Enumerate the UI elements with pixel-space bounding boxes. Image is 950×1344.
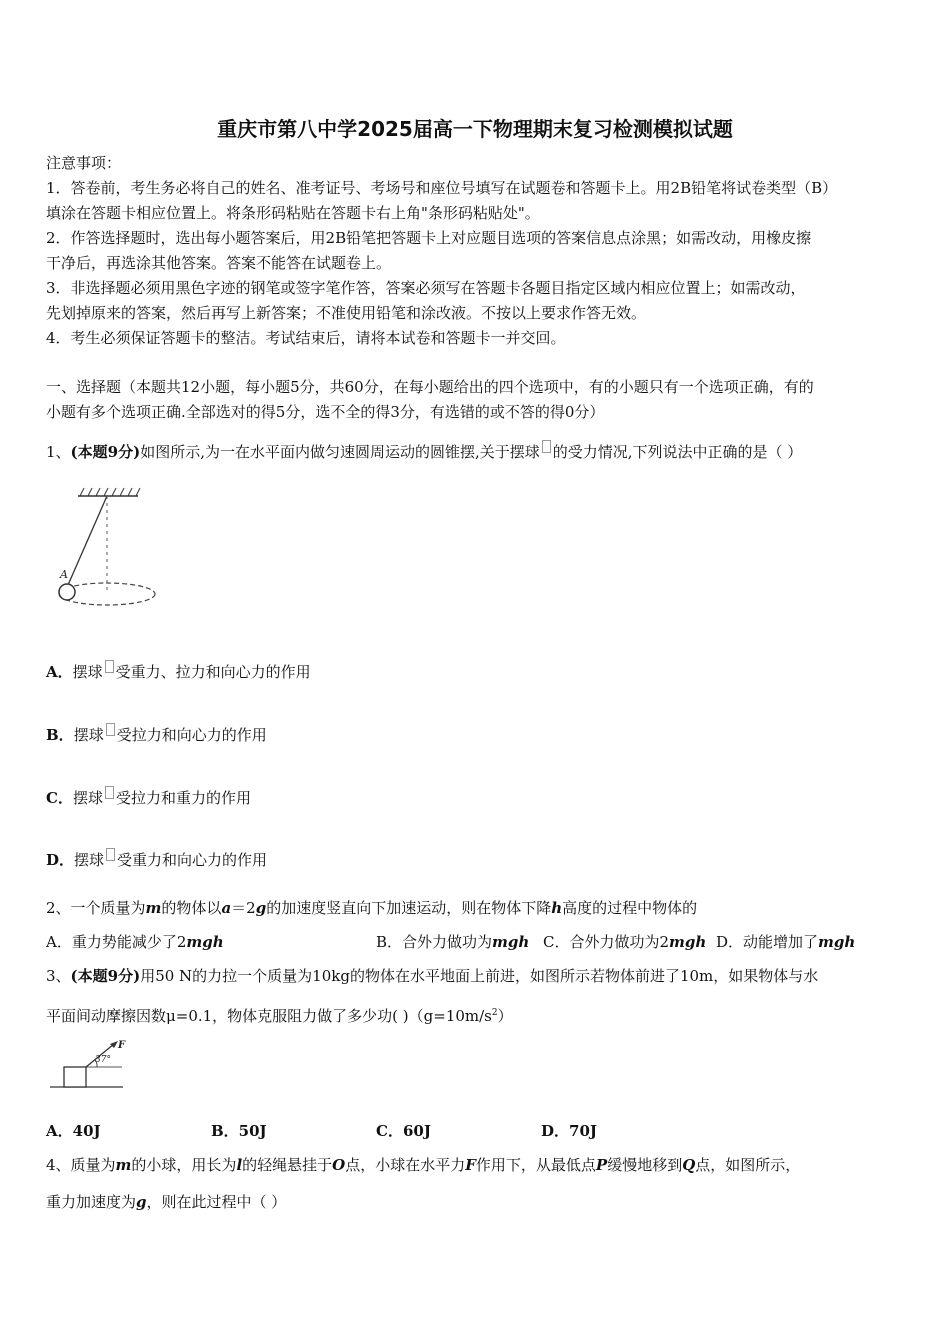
option-c[interactable]: C．60J <box>376 1122 431 1140</box>
option-d[interactable]: D．摆球 受重力和向心力的作用 <box>46 848 267 870</box>
option-c[interactable]: C．摆球 受拉力和重力的作用 <box>46 786 251 808</box>
option-b[interactable]: B．摆球 受拉力和向心力的作用 <box>46 723 267 745</box>
angle-label: 37° <box>95 1055 111 1065</box>
notice-line: 先划掉原来的答案，然后再写上新答案；不准使用铅笔和涂改液。不按以上要求作答无效。 <box>46 304 647 322</box>
notice-line: 2．作答选择题时，选出每小题答案后，用2B铅笔把答题卡上对应题目选项的答案信息点涂黑；如需改动，用橡皮擦 <box>46 229 812 247</box>
placeholder-box-icon <box>542 440 551 453</box>
question-2: 2、一个质量为m的物体以a＝2g的加速度竖直向下加速运动，则在物体下降h高度的过程中物体的 <box>46 899 698 917</box>
option-b[interactable]: B．合外力做功为mgh <box>376 933 530 951</box>
section-heading: 一、选择题（本题共12小题，每小题5分，共60分，在每小题给出的四个选项中，有的小题只有一个选项正确，有的 <box>46 378 814 396</box>
placeholder-box-icon <box>105 786 114 799</box>
option-a[interactable]: A．40J <box>46 1122 101 1140</box>
notice-line: 填涂在答题卡相应位置上。将条形码粘贴在答题卡右上角"条形码粘贴处"。 <box>46 204 540 222</box>
placeholder-box-icon <box>106 848 115 861</box>
question-3-line: 平面间动摩擦因数μ=0.1，物体克服阻力做了多少功( )$(g=10m/s^2)$ <box>46 1007 513 1025</box>
option-d[interactable]: D．动能增加了mgh <box>716 933 856 951</box>
question-4-line: 重力加速度为g，则在此过程中（ ） <box>46 1193 287 1211</box>
page-title: 重庆市第八中学2025届高一下物理期末复习检测模拟试题 <box>217 117 733 141</box>
notice-line: 干净后，再选涂其他答案。答案不能答在试题卷上。 <box>46 254 392 272</box>
notice-heading: 注意事项： <box>46 154 122 172</box>
question-1: 1、(本题9分)如图所示,为一在水平面内做匀速圆周运动的圆锥摆,关于摆球 的受力情况,下列说法中正确的是（ ） <box>46 440 802 462</box>
option-a[interactable]: A．摆球 受重力、拉力和向心力的作用 <box>46 660 311 682</box>
option-b[interactable]: B．50J <box>211 1122 267 1140</box>
option-a[interactable]: A．重力势能减少了2mgh <box>46 933 224 951</box>
conical-pendulum-figure <box>50 484 165 614</box>
force-label: F <box>118 1040 126 1051</box>
notice-line: 1．答卷前，考生务必将自己的姓名、准考证号、考场号和座位号填写在试题卷和答题卡上。用2B铅笔将试卷类型（B） <box>46 179 838 197</box>
figure-label: A <box>60 568 68 581</box>
option-c[interactable]: C．合外力做功为2mgh <box>543 933 707 951</box>
option-d[interactable]: D．70J <box>541 1122 597 1140</box>
notice-line: 3．非选择题必须用黑色字迹的钢笔或签字笔作答，答案必须写在答题卡各题目指定区域内相应位置上；如需改动， <box>46 279 806 297</box>
question-4: 4、质量为m的小球，用长为l的轻绳悬挂于O点，小球在水平力F作用下，从最低点P缓慢地移到Q点，如图所示， <box>46 1156 801 1174</box>
question-3: 3、(本题9分)用50 N的力拉一个质量为10kg的物体在水平地面上前进，如图所示若物体前进了10m，如果物体与水 <box>46 967 819 985</box>
notice-line: 4．考生必须保证答题卡的整洁。考试结束后，请将本试卷和答题卡一并交回。 <box>46 329 566 347</box>
placeholder-box-icon <box>105 660 114 673</box>
placeholder-box-icon <box>106 723 115 736</box>
section-heading: 小题有多个选项正确.全部选对的得5分，选不全的得3分，有选错的或不答的得0分） <box>46 403 605 421</box>
block-force-figure <box>48 1035 128 1091</box>
